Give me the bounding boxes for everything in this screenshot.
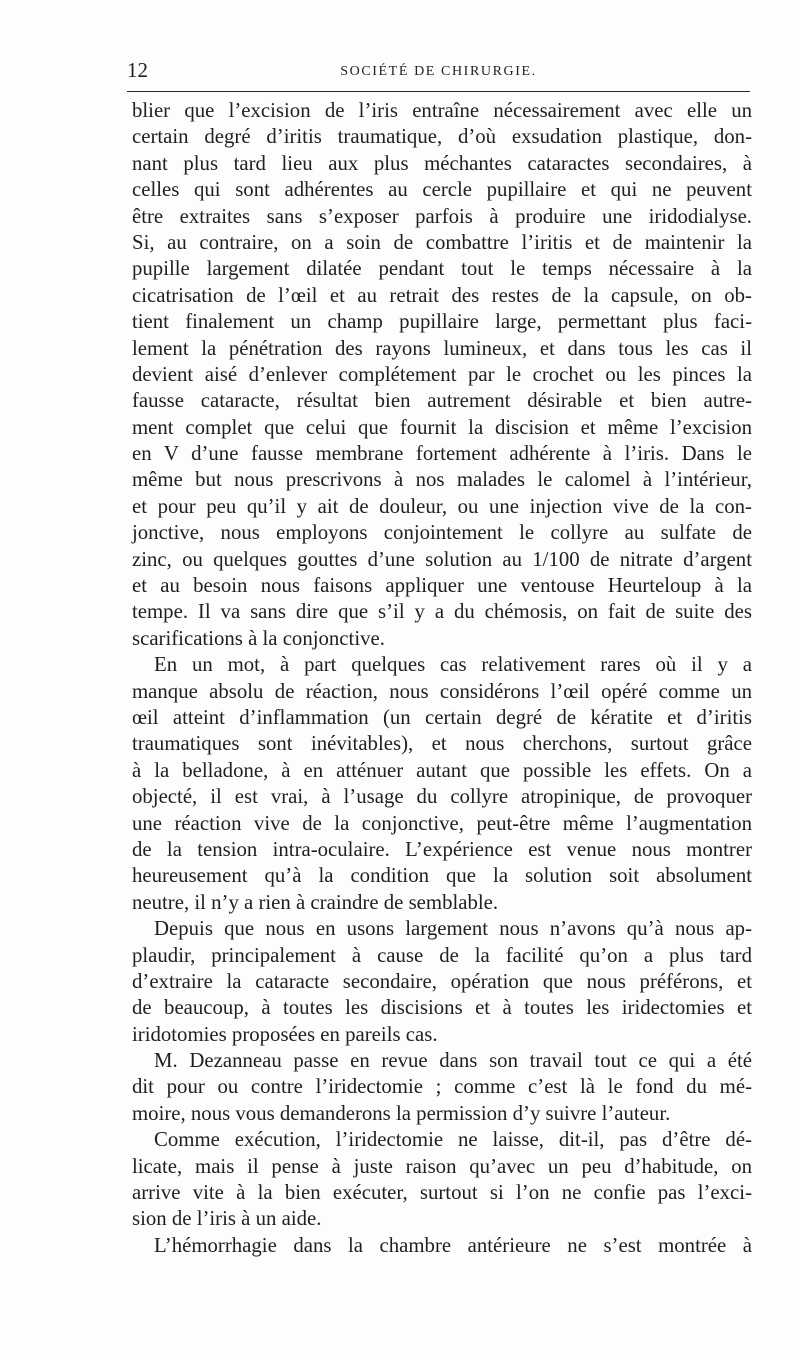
text-line: sion de l’iris à un aide. (132, 1207, 322, 1231)
text-line: jonctive, nous employons conjointement le collyre au sulfate de (132, 521, 752, 545)
text-line: En un mot, à part quelques cas relativement rares où il y a (154, 653, 752, 677)
text-line: L’hémorrhagie dans la chambre antérieure ne s’est montrée à (154, 1233, 752, 1257)
text-line: heureusement qu’à la condition que la solution soit absolument (132, 864, 752, 888)
text-line: Comme exécution, l’iridectomie ne laisse, dit-il, pas d’être dé- (154, 1128, 752, 1152)
text-line: pupille largement dilatée pendant tout le temps nécessaire à la (132, 257, 752, 281)
text-line: et pour peu qu’il y ait de douleur, ou une injection vive de la con- (132, 494, 752, 518)
text-line: tempe. Il va sans dire que s’il y a du chémosis, on fait de suite des (132, 600, 752, 624)
text-line: licate, mais il pense à juste raison qu’avec un peu d’habitude, on (132, 1154, 752, 1178)
text-line: manque absolu de réaction, nous considérons l’œil opéré comme un (132, 679, 752, 703)
text-line: cicatrisation de l’œil et au retrait des restes de la capsule, on ob- (132, 283, 752, 307)
text-line: celles qui sont adhérentes au cercle pupillaire et qui ne peuvent (132, 178, 752, 202)
text-line: iridotomies proposées en pareils cas. (132, 1022, 438, 1046)
text-line: même but nous prescrivons à nos malades le calomel à l’intérieur, (132, 468, 752, 492)
text-line: blier que l’excision de l’iris entraîne nécessairement avec elle un (132, 99, 752, 122)
page-header (127, 58, 750, 88)
text-line: de beaucoup, à toutes les discisions et à toutes les iridectomies et (132, 996, 752, 1020)
text-line: et au besoin nous faisons appliquer une ventouse Heurteloup à la (132, 574, 752, 598)
body-text (132, 98, 752, 1259)
text-line: neutre, il n’y a rien à craindre de semblable. (132, 890, 499, 914)
text-line: tient finalement un champ pupillaire large, permettant plus faci- (132, 310, 752, 334)
text-line: ment complet que celui que fournit la discision et même l’excision (132, 415, 752, 439)
text-line: objecté, il est vrai, à l’usage du collyre atropinique, de provoquer (132, 785, 752, 809)
text-line: certain degré d’iritis traumatique, d’où exsudation plastique, don- (132, 125, 752, 149)
text-line: M. Dezanneau passe en revue dans son travail tout ce qui a été (154, 1049, 752, 1073)
text-line: de la tension intra-oculaire. L’expérience est venue nous montrer (132, 837, 752, 861)
text-line: Depuis que nous en usons largement nous n’avons qu’à nous ap- (154, 917, 752, 941)
text-line: lement la pénétration des rayons lumineux, et dans tous les cas il (132, 336, 752, 360)
text-line: dit pour ou contre l’iridectomie ; comme c’est là le fond du mé- (132, 1075, 752, 1099)
text-line: devient aisé d’enlever complétement par le crochet ou les pinces la (132, 362, 752, 386)
page-number: 12 (127, 58, 148, 82)
text-line: en V d’une fausse membrane fortement adhérente à l’iris. Dans le (132, 442, 752, 466)
text-line: Si, au contraire, on a soin de combattre l’iritis et de maintenir la (132, 230, 752, 254)
text-line: d’extraire la cataracte secondaire, opération que nous préférons, et (132, 969, 752, 993)
text-line: être extraites sans s’exposer parfois à produire une iridodialyse. (132, 204, 752, 228)
running-head: SOCIÉTÉ DE CHIRURGIE. (340, 64, 537, 79)
text-line: zinc, ou quelques gouttes d’une solution au 1/100 de nitrate d’argent (132, 547, 752, 571)
text-line: nant plus tard lieu aux plus méchantes cataractes secondaires, à (132, 151, 752, 175)
text-line: fausse cataracte, résultat bien autrement désirable et bien autre- (132, 389, 752, 413)
text-line: arrive vite à la bien exécuter, surtout si l’on ne confie pas l’exci- (132, 1181, 752, 1205)
text-line: une réaction vive de la conjonctive, peut-être même l’augmentation (132, 811, 752, 835)
text-line: à la belladone, à en atténuer autant que possible les effets. On a (132, 758, 752, 782)
text-line: œil atteint d’inflammation (un certain degré de kératite et d’iritis (132, 705, 752, 729)
text-line: traumatiques sont inévitables), et nous cherchons, surtout grâce (132, 732, 752, 756)
header-rule (127, 91, 750, 92)
text-line: moire, nous vous demanderons la permission d’y suivre l’auteur. (132, 1101, 671, 1125)
text-line: scarifications à la conjonctive. (132, 626, 385, 650)
text-line: plaudir, principalement à cause de la facilité qu’on a plus tard (132, 943, 752, 967)
